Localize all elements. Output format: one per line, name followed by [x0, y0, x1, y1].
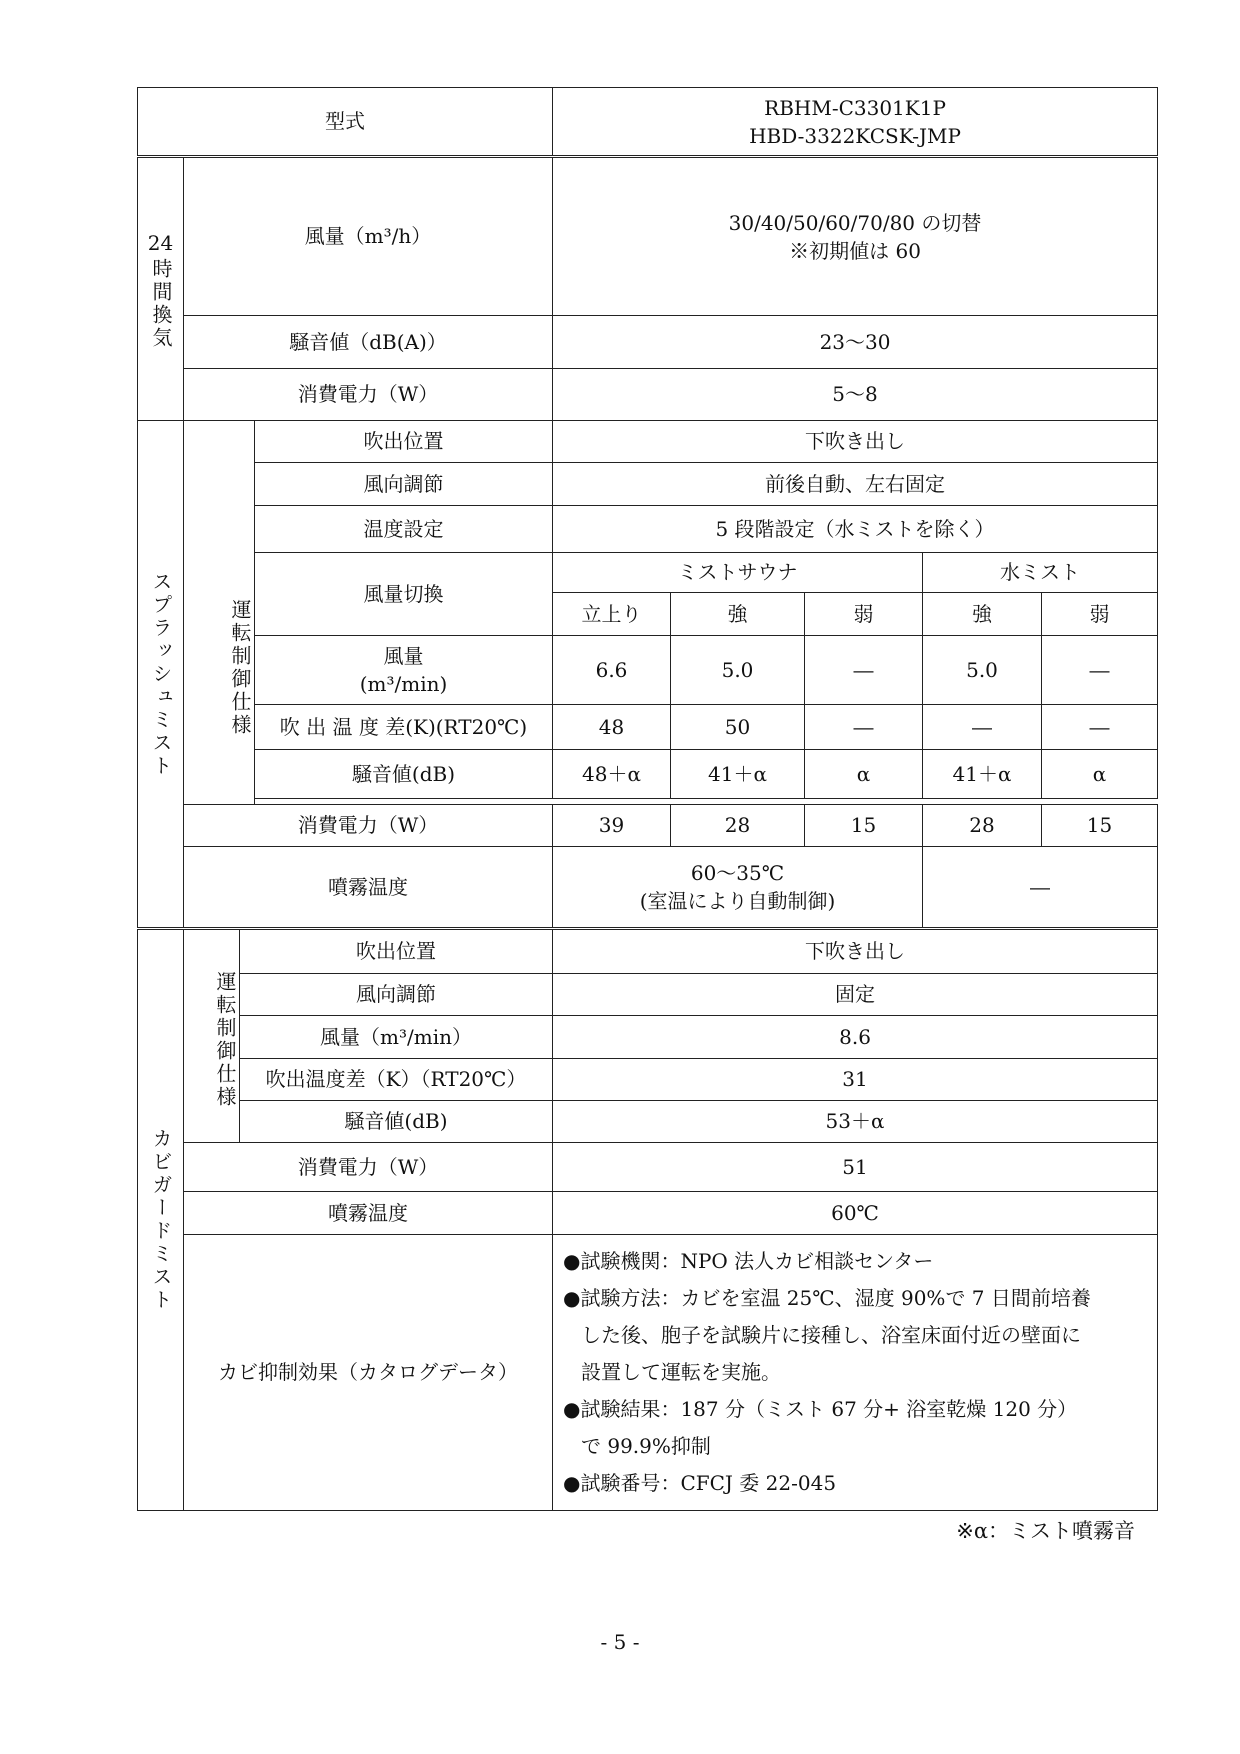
kabi-outlet-row [138, 929, 1158, 974]
splash-switch-label: 風量切換 [255, 553, 553, 636]
splash-temp-diff-value-1: 48 [553, 705, 671, 750]
splash-noise-value-5: α [1042, 750, 1158, 799]
kabi-mold-effect-row [138, 1235, 1158, 1511]
kabi-airflow-row [138, 1016, 1158, 1059]
splash-spray-temp-value [553, 847, 923, 929]
kabi-outlet-label: 吹出位置 [240, 929, 553, 974]
splash-spray-temp-water-value: ― [923, 847, 1158, 929]
vent24-noise-value: 23～30 [553, 316, 1158, 369]
splash-outlet-label: 吹出位置 [255, 421, 553, 463]
splash-direction-row [138, 463, 1158, 506]
splash-noise-value-3: α [805, 750, 923, 799]
vent24-airflow-value-1: 30/40/50/60/70/80 の切替 [728, 210, 982, 235]
splash-power-row [138, 805, 1158, 847]
vent24-airflow-value-2: ※初期値は 60 [789, 238, 921, 263]
splash-airflow-label-1: 風量 [383, 644, 424, 668]
splash-section-label: スプラッシュミスト [138, 421, 184, 929]
splash-noise-value-2: 41＋α [671, 750, 805, 799]
vent24-power-value: 5～8 [553, 369, 1158, 421]
splash-airflow-value-3: ― [805, 636, 923, 705]
vent24-noise-row [138, 316, 1158, 369]
splash-outlet-row [138, 421, 1158, 463]
spec-table [137, 87, 1158, 1511]
vent24-airflow-value [553, 157, 1158, 316]
splash-subsection-label: 運転制御仕様 [184, 421, 255, 805]
splash-noise-value-1: 48＋α [553, 750, 671, 799]
kabi-mold-effect-label: カビ抑制効果（カタログデータ） [184, 1235, 553, 1511]
kabi-power-row [138, 1143, 1158, 1192]
splash-temp-diff-value-3: ― [805, 705, 923, 750]
splash-direction-label: 風向調節 [255, 463, 553, 506]
kabi-noise-row [138, 1101, 1158, 1143]
vent24-section-text: 時間換気 [149, 257, 173, 350]
splash-switch-group-row [138, 553, 1158, 593]
splash-airflow-value-5: ― [1042, 636, 1158, 705]
splash-group-water-mist: 水ミスト [923, 553, 1158, 593]
splash-airflow-label-2: (m³/min) [359, 672, 448, 696]
vent24-airflow-row [138, 157, 1158, 316]
splash-temp-diff-value-4: ― [923, 705, 1042, 750]
splash-spray-temp-row [138, 847, 1158, 929]
kabi-noise-value: 53＋α [553, 1101, 1158, 1143]
mold-line-1: ●試験機関：NPO 法人カビ相談センター [563, 1249, 934, 1273]
kabi-temp-diff-value: 31 [553, 1059, 1158, 1101]
vent24-power-row [138, 369, 1158, 421]
splash-temp-setting-row [138, 506, 1158, 553]
splash-airflow-label [255, 636, 553, 705]
splash-airflow-value-2: 5.0 [671, 636, 805, 705]
splash-noise-label: 騒音値(dB) [255, 750, 553, 799]
splash-col-water-strong: 強 [923, 593, 1042, 636]
splash-col-strong: 強 [671, 593, 805, 636]
kabi-spray-temp-label: 噴霧温度 [184, 1192, 553, 1235]
vent24-power-label: 消費電力（W） [184, 369, 553, 421]
splash-noise-value-4: 41＋α [923, 750, 1042, 799]
model-row [138, 88, 1158, 157]
mold-line-2: ●試験方法：カビを室温 25℃、湿度 90%で 7 日間前培養 [563, 1286, 1091, 1310]
page-number: - 5 - [600, 1630, 640, 1654]
mold-line-7: ●試験番号：CFCJ 委 22-045 [563, 1471, 837, 1495]
splash-noise-row [138, 750, 1158, 799]
splash-power-value-4: 28 [923, 805, 1042, 847]
kabi-spray-temp-value: 60℃ [553, 1192, 1158, 1235]
vent24-noise-label: 騒音値（dB(A)） [184, 316, 553, 369]
kabi-airflow-value: 8.6 [553, 1016, 1158, 1059]
kabi-mold-effect-text [553, 1235, 1158, 1511]
model-values [553, 88, 1158, 157]
kabi-power-value: 51 [553, 1143, 1158, 1192]
model-value-2: HBD-3322KCSK-JMP [749, 123, 961, 148]
splash-airflow-row [138, 636, 1158, 705]
splash-col-weak: 弱 [805, 593, 923, 636]
splash-temp-setting-value: 5 段階設定（水ミストを除く） [553, 506, 1158, 553]
kabi-direction-value: 固定 [553, 974, 1158, 1016]
splash-direction-value: 前後自動、左右固定 [553, 463, 1158, 506]
kabi-spray-temp-row [138, 1192, 1158, 1235]
splash-temp-setting-label: 温度設定 [255, 506, 553, 553]
alpha-footnote: ※α：ミスト噴霧音 [956, 1519, 1135, 1543]
mold-line-5: ●試験結果：187 分（ミスト 67 分+ 浴室乾燥 120 分） [563, 1397, 1078, 1421]
splash-power-value-2: 28 [671, 805, 805, 847]
kabi-power-label: 消費電力（W） [184, 1143, 553, 1192]
vent24-section-label [138, 157, 184, 421]
splash-spray-temp-value-1: 60～35℃ [690, 861, 785, 885]
mold-line-6: で 99.9%抑制 [581, 1434, 711, 1458]
kabi-section-label: カビガードミスト [138, 929, 184, 1511]
splash-power-label: 消費電力（W） [184, 805, 553, 847]
kabi-temp-diff-row [138, 1059, 1158, 1101]
vent24-section-text-24: 24 [147, 230, 174, 255]
splash-spray-temp-label: 噴霧温度 [184, 847, 553, 929]
splash-temp-diff-row [138, 705, 1158, 750]
splash-spray-temp-value-2: (室温により自動制御) [639, 889, 836, 913]
splash-temp-diff-label: 吹 出 温 度 差(K)(RT20℃) [255, 705, 553, 750]
kabi-direction-label: 風向調節 [240, 974, 553, 1016]
splash-outlet-value: 下吹き出し [553, 421, 1158, 463]
splash-power-value-5: 15 [1042, 805, 1158, 847]
kabi-direction-row [138, 974, 1158, 1016]
kabi-airflow-label: 風量（m³/min） [240, 1016, 553, 1059]
splash-power-value-1: 39 [553, 805, 671, 847]
splash-temp-diff-value-5: ― [1042, 705, 1158, 750]
splash-airflow-value-4: 5.0 [923, 636, 1042, 705]
splash-power-value-3: 15 [805, 805, 923, 847]
model-value-1: RBHM-C3301K1P [764, 95, 946, 120]
splash-col-startup: 立上り [553, 593, 671, 636]
kabi-outlet-value: 下吹き出し [553, 929, 1158, 974]
mold-line-3: した後、胞子を試験片に接種し、浴室床面付近の壁面に [581, 1323, 1081, 1347]
vent24-airflow-label: 風量（m³/h） [184, 157, 553, 316]
splash-col-water-weak: 弱 [1042, 593, 1158, 636]
splash-temp-diff-value-2: 50 [671, 705, 805, 750]
model-label: 型式 [138, 88, 553, 157]
kabi-noise-label: 騒音値(dB) [240, 1101, 553, 1143]
kabi-temp-diff-label: 吹出温度差（K）（RT20℃） [240, 1059, 553, 1101]
kabi-subsection-label: 運転制御仕様 [184, 929, 240, 1143]
splash-airflow-value-1: 6.6 [553, 636, 671, 705]
mold-line-4: 設置して運転を実施。 [581, 1360, 781, 1384]
splash-group-mist-sauna: ミストサウナ [553, 553, 923, 593]
